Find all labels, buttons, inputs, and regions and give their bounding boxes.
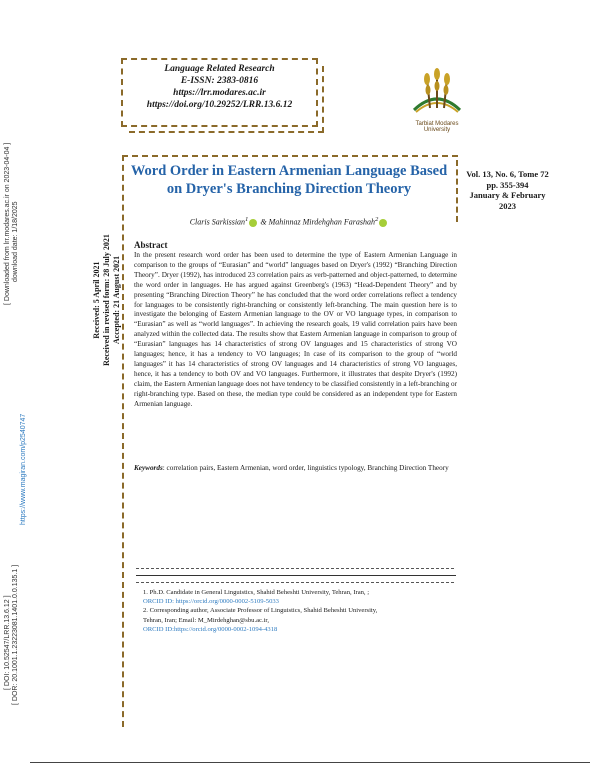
volume-info-box — [456, 160, 553, 222]
footnote-2-orcid[interactable]: ORCID ID:https://orcid.org/0000-0002-1094-4318 — [143, 625, 278, 633]
bottom-rule — [30, 762, 590, 763]
footnote-2a: 2. Corresponding author, Associate Professor of Linguistics, Shahid Beheshti University, — [143, 607, 378, 615]
footnote-2b: Tehran, Iran; Email: M_Mirdehghan@sbu.ac.ir, — [143, 616, 270, 624]
author-line — [130, 215, 448, 228]
side-dor: [ DOR: 20.1001.1.23223081.1401.0.0.135.1 ] — [12, 564, 19, 705]
pages-line: pp. 355-394 — [486, 179, 529, 190]
issue-months-line: January & February — [469, 190, 546, 200]
side-downloaded: [ Downloaded from lrr.modares.ac.ir on 2023-04-04 ] — [4, 142, 11, 305]
journal-issn: E-ISSN: 2383-0816 — [180, 76, 259, 86]
keywords-label: Keywords — [134, 464, 163, 472]
logo-text-line2: University — [423, 127, 451, 133]
journal-doi[interactable]: https://doi.org/10.29252/LRR.13.6.12 — [146, 100, 293, 110]
university-logo — [406, 64, 468, 132]
journal-name: Language Related Research — [164, 64, 275, 74]
issue-year-line: 2023 — [499, 200, 516, 211]
abstract-heading: Abstract — [134, 240, 168, 250]
author-2: & Mahinnaz Mirdehghan Farashah — [260, 217, 375, 227]
footnotes — [143, 588, 443, 634]
separator-solid — [136, 575, 456, 576]
received-dates — [92, 170, 122, 430]
keywords-text: : correlation pairs, Eastern Armenian, word order, linguistics typology, Branching Direction Theory — [162, 464, 449, 472]
wheat-emblem-icon — [406, 64, 468, 116]
side-download-date: download date: 1/18/2025 — [12, 201, 19, 282]
side-magiran-link[interactable]: https://www.magiran.com/p2540747 — [20, 413, 27, 525]
article-title: Word Order in Eastern Armenian Language Based on Dryer's Branching Direction Theory — [130, 163, 448, 197]
accepted-date: Accepted: 21 August 2021 — [112, 255, 121, 345]
abstract-text: In the present research word order has been used to determine the type of Eastern Armenian Language in comparison to the groups of “Eurasian” and “world” languages based on Dryer's (1992) “Branching Direction Theory”. Dryer (1992), has introduced 23 correlation pairs as verb-patterned and object-patterned, to determine the word order in languages. He has argued against Greenberg's (1963) “Head-Dependent Theory” and by presenting “Branching Direction Theory” he has concluded that the word order correlations reflect a tendency for languages to be consistently right-branching or consistently left-branching. The main question here is to investigate the belonging of Eastern Armenian language to the OV or VO language types, in comparison to “Eurasian” as well as “world languages”. In achieving the research goals, 19 valid correlation pairs have been analyzed within the collected data. The results show that Eastern Armenian language in comparison to group of “Eurasian” languages has 14 characteristics of strong OV languages and 15 characteristics of strong VO languages; hence, it has a tendency to VO languages; In case of its comparison to the group of “world languages” it has 14 characteristics of strong OV languages and 14 characteristics of strong VO languages, hence, it has a tendency to both OV and VO languages. Furthermore, it illustrates that despite Dryer's (1992) claim, the Eastern Armenian language does not have tendency to be classified consistently in a left-branching or right-branching type. Based on these, the median type could be considered as an independent type for Eastern Armenian language. — [134, 251, 457, 408]
footnote-1: 1. Ph.D. Candidate in General Linguistics, Shahid Beheshti University, Tehran, Iran, ; — [143, 589, 370, 596]
author-2-sup: 2 — [374, 216, 379, 223]
orcid-icon[interactable] — [379, 219, 387, 227]
separator-dashed — [136, 582, 454, 583]
separator-dashed — [136, 568, 454, 569]
author-1: Claris Sarkissian — [189, 217, 246, 227]
content-border — [122, 155, 458, 727]
journal-info-box — [121, 58, 318, 127]
footnote-1-orcid[interactable]: ORCID ID: https://orcid.org/0000-0002-5109-5033 — [143, 598, 279, 606]
logo-text-line1: Tarbiat Modares — [415, 121, 459, 127]
side-doi-lrr: [ DOI: 10.52547/LRR.13.6.12 ] — [4, 595, 11, 690]
author-1-sup: 1 — [245, 216, 249, 223]
volume-line: Vol. 13, No. 6, Tome 72 — [466, 169, 549, 179]
journal-url[interactable]: https://lrr.modares.ac.ir — [173, 88, 266, 98]
orcid-icon[interactable] — [249, 219, 257, 227]
keywords — [134, 464, 457, 474]
received-date: Received: 5 April 2021 — [92, 261, 101, 339]
revised-date: Received in revised form: 28 July 2021 — [102, 234, 111, 366]
